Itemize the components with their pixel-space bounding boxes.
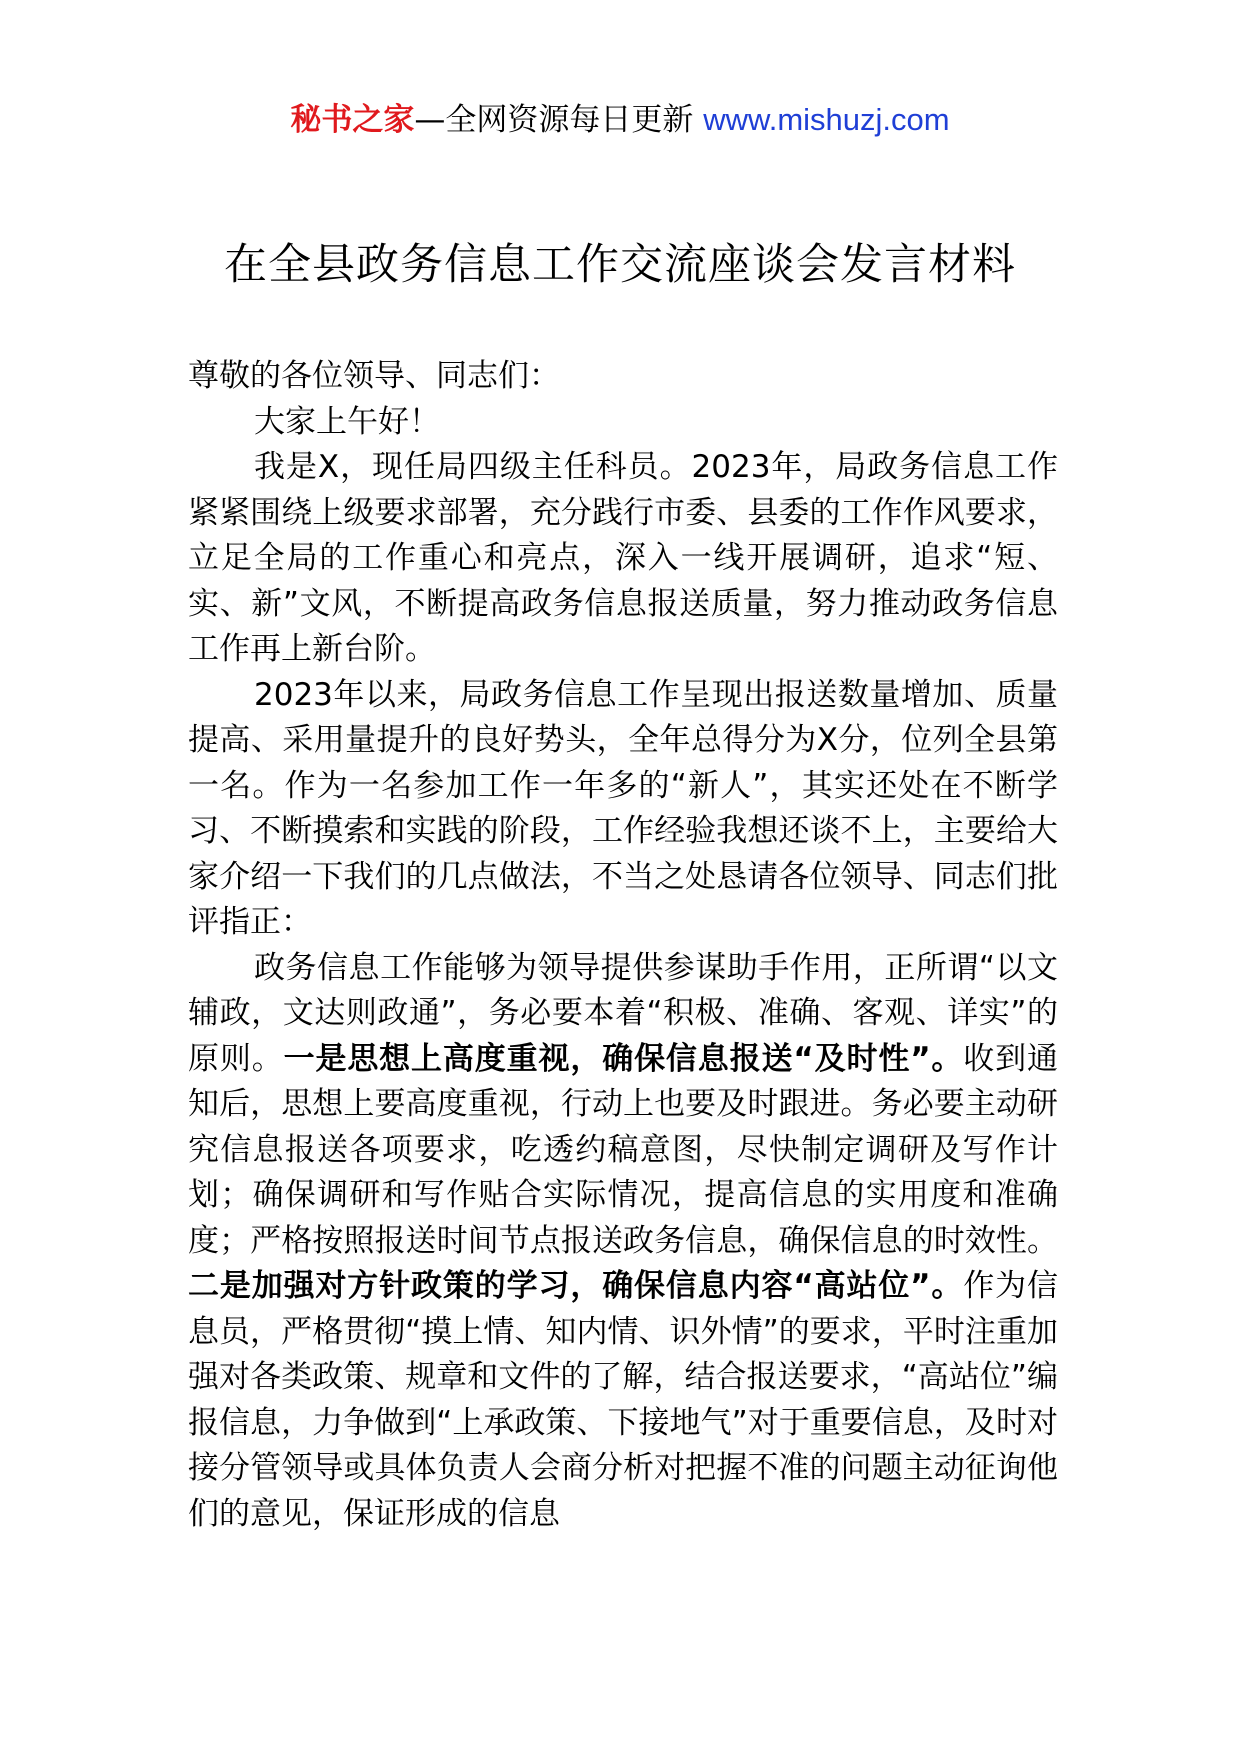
paragraph-methods	[188, 946, 1058, 1538]
paragraph-methods-text-2: 收到通知后，思想上要高度重视，行动上也要及时跟进。务必要主动研究信息报送各项要求，吃透约稿意图，尽快制定调研及写作计划；确保调研和写作贴合实际情况，提高信息的实用度和准确度；严格按照报送时间节点报送政务信息，确保信息的时效性。	[188, 1040, 1059, 1259]
greeting: 大家上午好！	[254, 403, 440, 440]
paragraph-intro: 我是X，现任局四级主任科员。2023年，局政务信息工作紧紧围绕上级要求部署，充分践行市委、县委的工作作风要求，立足全局的工作重心和亮点，深入一线开展调研，追求“短、实、新”文风，不断提高政务信息报送质量，努力推动政务信息工作再上新台阶。	[188, 449, 1058, 667]
paragraph-methods-text-1: 政务信息工作能够为领导提供参谋助手作用，正所谓“以文辅政，文达则政通”，务必要本着“积极、准确、客观、详实”的原则。	[188, 949, 1058, 1077]
website-link[interactable]: www.mishuzj.com	[703, 102, 950, 137]
paragraph-achievements: 2023年以来，局政务信息工作呈现出报送数量增加、质量提高、采用量提升的良好势头，全年总得分为X分，位列全县第一名。作为一名参加工作一年多的“新人”，其实还处在不断学习、不断摸索和实践的阶段，工作经验我想还谈不上，主要给大家介绍一下我们的几点做法，不当之处恳请各位领导、同志们批评指正：	[188, 676, 1058, 940]
document-title: 在全县政务信息工作交流座谈会发言材料	[224, 240, 1016, 290]
salutation: 尊敬的各位领导、同志们：	[188, 358, 560, 394]
site-header-banner	[0, 100, 1240, 140]
document-body	[188, 354, 1058, 1537]
point-one-heading: 一是思想上高度重视，确保信息报送“及时性”。	[283, 1040, 964, 1077]
paragraph-methods-text-3: 作为信息员，严格贯彻“摸上情、知内情、识外情”的要求，平时注重加强对各类政策、规章和文件的了解，结合报送要求，“高站位”编报信息，力争做到“上承政策、下接地气”对于重要信息，及时对接分管领导或具体负责人会商分析对把握不准的问题主动征询他们的意见，保证形成的信息	[188, 1268, 1059, 1532]
header-tagline: —全网资源每日更新	[414, 102, 704, 138]
brand-name: 秘书之家	[290, 102, 415, 138]
point-two-heading: 二是加强对方针政策的学习，确保信息内容“高站位”。	[188, 1268, 964, 1304]
